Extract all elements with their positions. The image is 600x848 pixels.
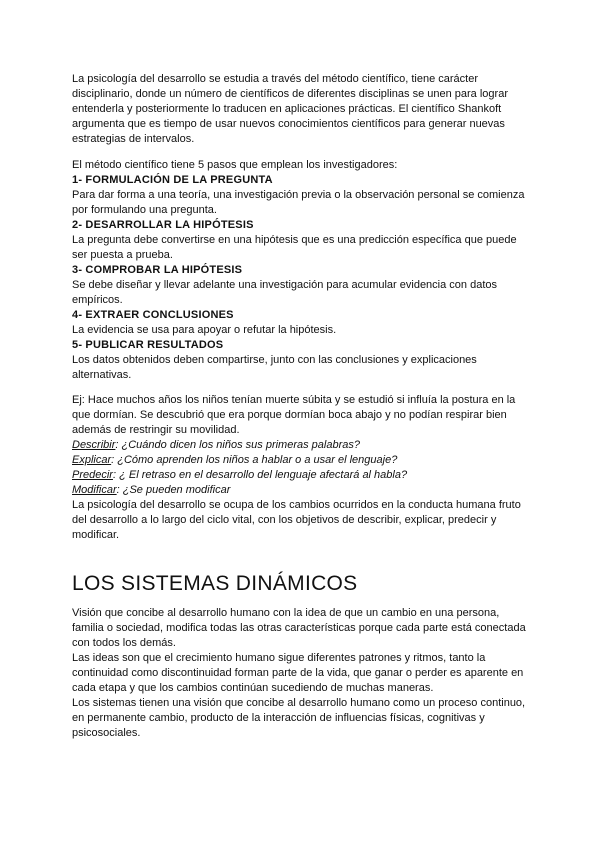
question-label: Explicar — [72, 454, 112, 466]
question-text: : ¿Cuándo dicen los niños sus primeras palabras? — [115, 439, 360, 451]
step-1-text: Para dar forma a una teoría, una investigación previa o la observación personal se comienza por formulando una pregunta. — [72, 189, 525, 216]
step-5-heading: 5- PUBLICAR RESULTADOS — [72, 339, 224, 351]
question-text: : ¿Cómo aprenden los niños a hablar o a usar el lenguaje? — [111, 454, 398, 466]
question-explicar — [72, 453, 532, 468]
method-section — [72, 158, 532, 383]
intro-paragraph: La psicología del desarrollo se estudia a través del método científico, tiene carácter disciplinario, donde un número de científicos de diferentes disciplinas se unen para lograr entenderla y posteriormente lo traducen en aplicaciones prácticas. El científico Shankoft argumenta que es tiempo de usar nuevos conocimientos científicos para generar nuevas estrategias de intervalos. — [72, 73, 508, 145]
dynamic-paragraph-2: Las ideas son que el crecimiento humano sigue diferentes patrones y ritmos, tanto la continuidad como discontinuidad forman parte de la vida, que ganar o perder es aparente en cada etapa y que los cambios continúan sucediendo de muchas maneras. — [72, 652, 524, 694]
question-text: : ¿ El retraso en el desarrollo del lenguaje afectará al habla? — [112, 469, 408, 481]
example-text: Ej: Hace muchos años los niños tenían muerte súbita y se estudió si influía la postura en la que dormían. Se descubrió que era porque dormían boca abajo y no podían respirar bien además de restringir su movilidad. — [72, 394, 516, 436]
step-3-heading: 3- COMPROBAR LA HIPÓTESIS — [72, 264, 243, 276]
step-2-text: La pregunta debe convertirse en una hipótesis que es una predicción específica que puede ser puesta a prueba. — [72, 234, 517, 261]
question-describir — [72, 438, 532, 453]
question-label: Predecir — [72, 469, 113, 481]
method-intro: El método científico tiene 5 pasos que emplean los investigadores: — [72, 159, 398, 171]
step-5-text: Los datos obtenidos deben compartirse, junto con las conclusiones y explicaciones alternativas. — [72, 354, 477, 381]
question-text: : ¿Se pueden modificar — [116, 484, 231, 496]
example-summary: La psicología del desarrollo se ocupa de los cambios ocurridos en la conducta humana fruto del desarrollo a lo largo del ciclo vital, con los objetivos de describir, explicar, predecir y modificar. — [72, 499, 521, 541]
step-3-text: Se debe diseñar y llevar adelante una investigación para acumular evidencia con datos empíricos. — [72, 279, 497, 306]
step-2-heading: 2- DESARROLLAR LA HIPÓTESIS — [72, 219, 254, 231]
question-label: Describir — [72, 439, 116, 451]
section-title: LOS SISTEMAS DINÁMICOS — [72, 572, 358, 595]
question-label: Modificar — [72, 484, 117, 496]
example-section — [72, 393, 532, 543]
dynamic-paragraph-1: Visión que concibe al desarrollo humano con la idea de que un cambio en una persona, familia o sociedad, modifica todas las otras características porque cada parte está conectada con todos los demás. — [72, 607, 526, 649]
question-predecir — [72, 468, 532, 483]
dynamic-systems-section — [72, 606, 532, 741]
question-modificar — [72, 483, 532, 498]
dynamic-paragraph-3: Los sistemas tienen una visión que concibe al desarrollo humano como un proceso continuo, en permanente cambio, producto de la interacción de influencias físicas, cognitivas y psicosociales. — [72, 697, 526, 739]
step-4-heading: 4- EXTRAER CONCLUSIONES — [72, 309, 234, 321]
step-4-text: La evidencia se usa para apoyar o refutar la hipótesis. — [72, 324, 337, 336]
step-1-heading: 1- FORMULACIÓN DE LA PREGUNTA — [72, 174, 273, 186]
